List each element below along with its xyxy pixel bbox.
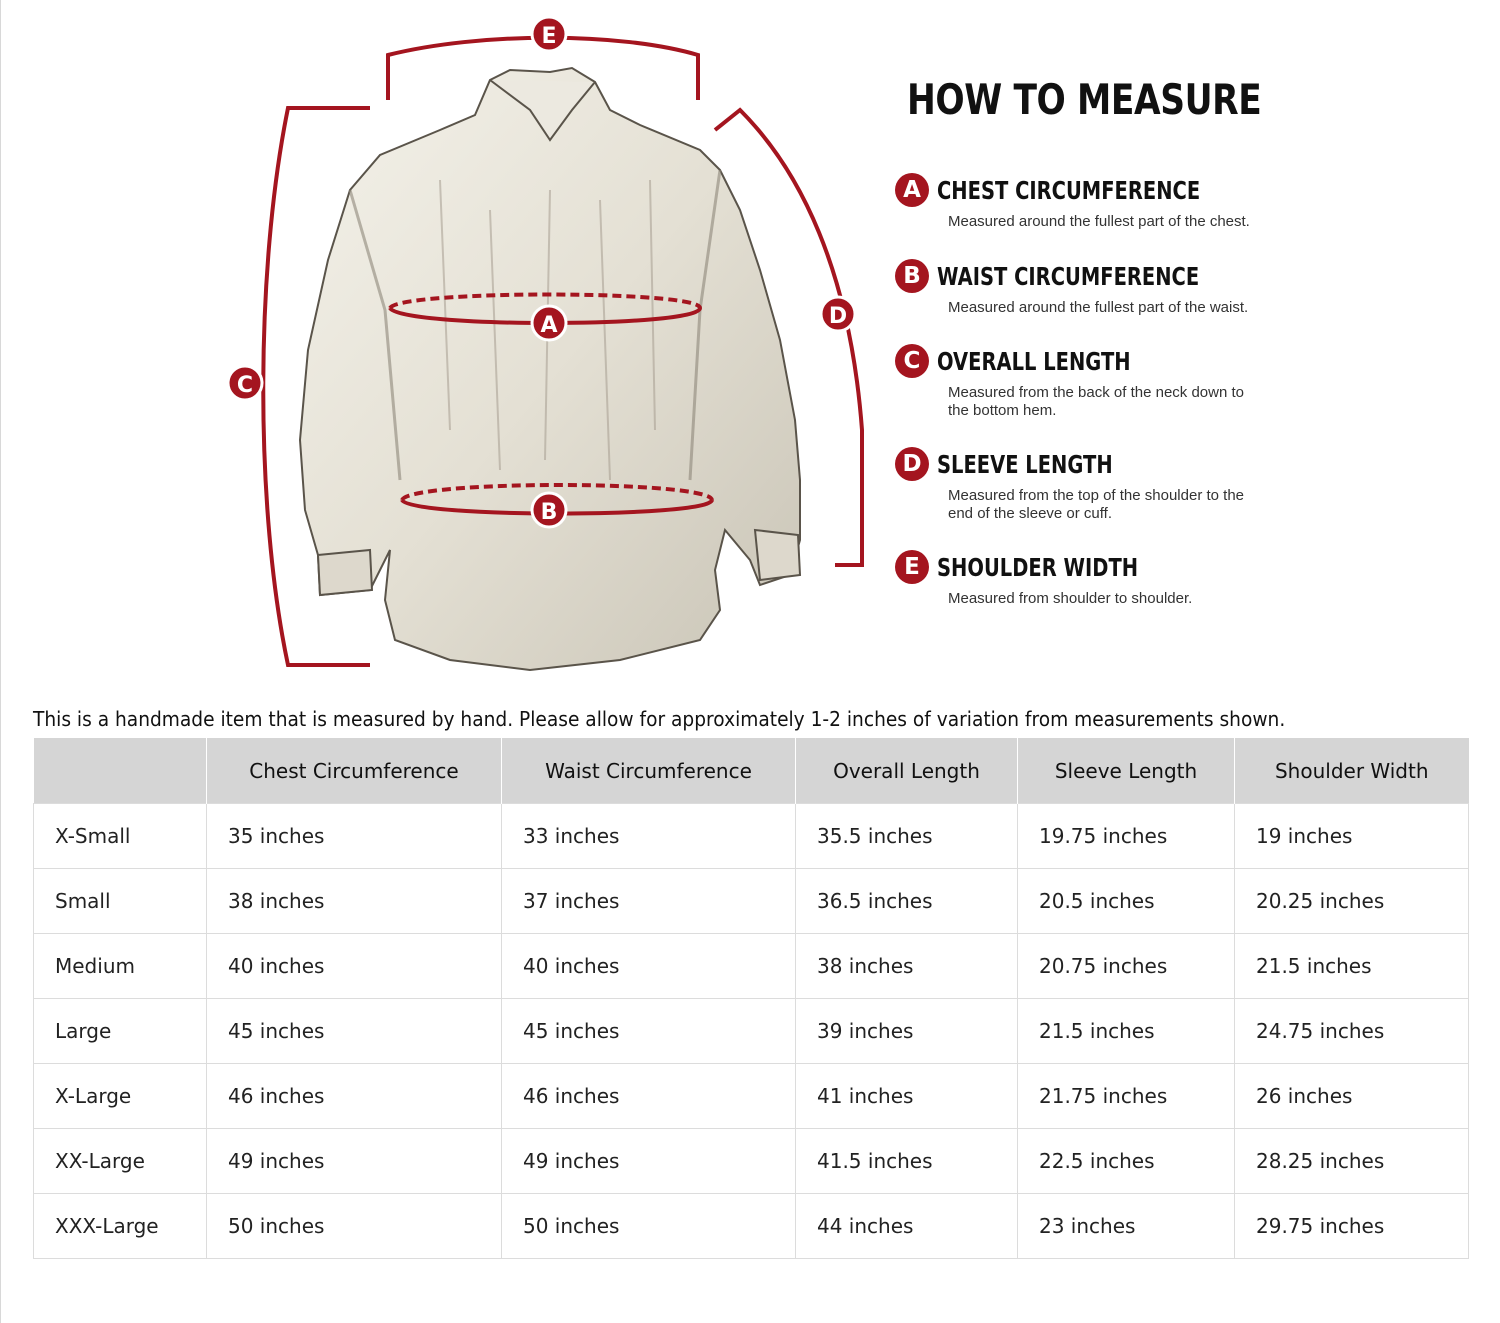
how-to-measure-legend (895, 75, 1295, 607)
size-cell: X-Large (34, 1064, 207, 1129)
chest-cell: 49 inches (207, 1129, 502, 1194)
shoulder-cell: 21.5 inches (1235, 934, 1469, 999)
table-header-row (34, 738, 1469, 804)
sleeve-cell: 23 inches (1018, 1194, 1235, 1259)
legend-title: HOW TO MEASURE (907, 75, 1262, 124)
badge-e-label: E (541, 24, 557, 49)
legend-heading: SHOULDER WIDTH (937, 552, 1139, 582)
header-chest: Chest Circumference (207, 738, 502, 804)
header-size (34, 738, 207, 804)
legend-description: Measured around the fullest part of the chest. (948, 213, 1250, 230)
table-row (34, 1194, 1469, 1259)
legend-heading: SLEEVE LENGTH (937, 449, 1113, 479)
badge-c-icon: C (895, 344, 929, 378)
legend-item-length (895, 344, 1295, 420)
waist-cell: 33 inches (502, 804, 796, 869)
badge-a-icon: A (895, 173, 929, 207)
size-cell: X-Small (34, 804, 207, 869)
length-cell: 44 inches (796, 1194, 1018, 1259)
waist-cell: 40 inches (502, 934, 796, 999)
chest-cell: 40 inches (207, 934, 502, 999)
size-cell: XXX-Large (34, 1194, 207, 1259)
badge-a (532, 306, 566, 340)
length-cell: 41.5 inches (796, 1129, 1018, 1194)
legend-heading: OVERALL LENGTH (937, 346, 1131, 376)
legend-item-sleeve (895, 447, 1295, 523)
shoulder-cell: 24.75 inches (1235, 999, 1469, 1064)
shirt-diagram (200, 10, 880, 680)
length-cell: 38 inches (796, 934, 1018, 999)
length-cell: 41 inches (796, 1064, 1018, 1129)
chest-cell: 38 inches (207, 869, 502, 934)
shoulder-cell: 29.75 inches (1235, 1194, 1469, 1259)
handmade-note: This is a handmade item that is measured by hand. Please allow for approximately 1-2 inches of variation from measurements shown. (33, 707, 1286, 731)
chest-cell: 45 inches (207, 999, 502, 1064)
sleeve-cell: 20.75 inches (1018, 934, 1235, 999)
table-row (34, 804, 1469, 869)
size-cell: Large (34, 999, 207, 1064)
badge-d-icon: D (895, 447, 929, 481)
size-chart-table (33, 738, 1469, 1259)
waist-cell: 46 inches (502, 1064, 796, 1129)
shoulder-cell: 20.25 inches (1235, 869, 1469, 934)
sleeve-cell: 20.5 inches (1018, 869, 1235, 934)
sleeve-cell: 19.75 inches (1018, 804, 1235, 869)
shoulder-cell: 28.25 inches (1235, 1129, 1469, 1194)
badge-c-label: C (236, 373, 254, 398)
badge-a-label: A (540, 313, 558, 338)
chest-cell: 50 inches (207, 1194, 502, 1259)
chest-cell: 46 inches (207, 1064, 502, 1129)
shirt-illustration (300, 68, 800, 670)
measurement-diagram (200, 10, 880, 680)
shirt-cuff (755, 530, 800, 580)
length-cell: 35.5 inches (796, 804, 1018, 869)
shirt-cuff (318, 550, 372, 595)
legend-description: Measured from the back of the neck down to the bottom hem. (948, 384, 1244, 419)
badge-e (532, 17, 566, 51)
header-shoulder: Shoulder Width (1235, 738, 1469, 804)
length-cell: 36.5 inches (796, 869, 1018, 934)
size-cell: Medium (34, 934, 207, 999)
badge-b-label: B (540, 500, 558, 525)
shoulder-cell: 19 inches (1235, 804, 1469, 869)
waist-cell: 50 inches (502, 1194, 796, 1259)
size-cell: Small (34, 869, 207, 934)
table-row (34, 869, 1469, 934)
header-sleeve: Sleeve Length (1018, 738, 1235, 804)
badge-d (821, 297, 855, 331)
table-row (34, 1129, 1469, 1194)
shoulder-cell: 26 inches (1235, 1064, 1469, 1129)
table-row (34, 1064, 1469, 1129)
badge-e-icon: E (895, 550, 929, 584)
sleeve-cell: 21.5 inches (1018, 999, 1235, 1064)
legend-description: Measured from shoulder to shoulder. (948, 590, 1193, 607)
legend-item-shoulder (895, 550, 1295, 608)
badge-b (532, 493, 566, 527)
header-waist: Waist Circumference (502, 738, 796, 804)
badge-b-icon: B (895, 259, 929, 293)
badge-d-label: D (828, 304, 848, 329)
sleeve-cell: 22.5 inches (1018, 1129, 1235, 1194)
table-row (34, 999, 1469, 1064)
legend-item-waist (895, 259, 1295, 317)
legend-heading: CHEST CIRCUMFERENCE (937, 175, 1201, 205)
size-cell: XX-Large (34, 1129, 207, 1194)
legend-description: Measured from the top of the shoulder to the end of the sleeve or cuff. (948, 487, 1245, 522)
length-cell: 39 inches (796, 999, 1018, 1064)
table-row (34, 934, 1469, 999)
legend-description: Measured around the fullest part of the waist. (948, 299, 1249, 316)
waist-cell: 45 inches (502, 999, 796, 1064)
header-length: Overall Length (796, 738, 1018, 804)
badge-c (228, 366, 262, 400)
sleeve-cell: 21.75 inches (1018, 1064, 1235, 1129)
legend-heading: WAIST CIRCUMFERENCE (937, 261, 1200, 291)
waist-cell: 49 inches (502, 1129, 796, 1194)
chest-cell: 35 inches (207, 804, 502, 869)
waist-cell: 37 inches (502, 869, 796, 934)
page-edge (0, 0, 1, 1323)
legend-item-chest (895, 173, 1295, 231)
